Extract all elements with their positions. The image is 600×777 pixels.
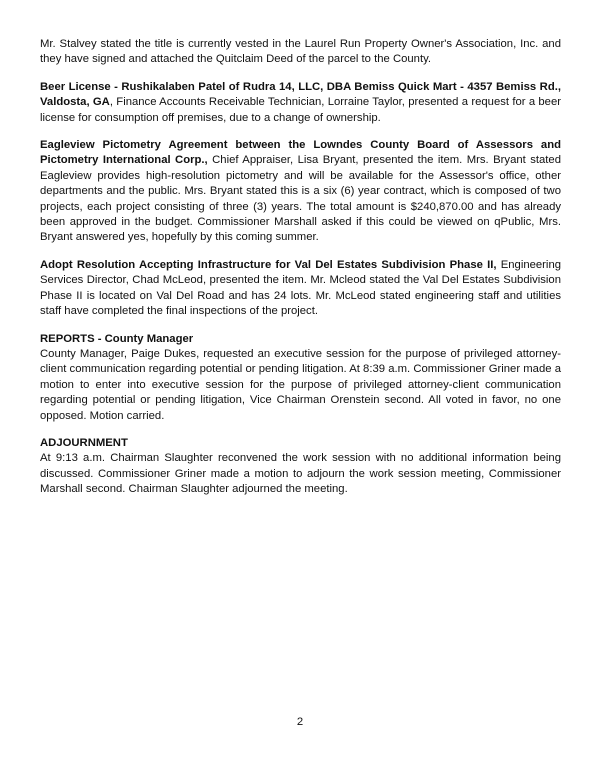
- paragraph-val-del: [40, 258, 561, 320]
- paragraph-beer-license: [40, 80, 561, 126]
- agenda-item-title: Beer License - Rushikalaben Patel of Rudra 14, LLC, DBA Bemiss Quick Mart - 4357 Bemiss Rd., Valdosta, GA: [40, 80, 561, 109]
- paragraph-eagleview: [40, 138, 561, 246]
- paragraph-stalvey-title: [40, 37, 561, 68]
- agenda-item-title: Adopt Resolution Accepting Infrastructure for Val Del Estates Subdivision Phase II,: [40, 258, 497, 271]
- section-adjournment: [40, 436, 561, 498]
- section-heading: REPORTS - County Manager: [40, 332, 194, 345]
- paragraph-text: , Finance Accounts Receivable Technician, Lorraine Taylor, presented a request for a beer license for consumption off premises, due to a change of ownership.: [40, 96, 562, 124]
- paragraph-text: County Manager, Paige Dukes, requested an executive session for the purpose of privileged attorney-client communication regarding potential or pending litigation. At 8:39 a.m. Commissioner Griner made a motion to enter into executive session for the purpose of privileged attorney-client communication regarding potential or pending litigation, Vice Chairman Orenstein second. All voted in favor, no one opposed. Motion carried.: [40, 347, 561, 422]
- agenda-item-title: Eagleview Pictometry Agreement between the Lowndes County Board of Assessors and Pictometry International Corp.,: [40, 139, 561, 167]
- paragraph-text: Chief Appraiser, Lisa Bryant, presented the item. Mrs. Bryant stated Eagleview provides high-resolution pictometry and will be available for the Assessor's office, other departments and the public. Mrs. Bryant stated this is a six (6) year contract, which is composed of two projects, each project consisting of three (3) years. The total amount is $240,870.00 and has already been approved in the budget. Commissioner Marshall asked if this could be viewed on qPublic, Mrs. Bryant answered yes, hopefully by this coming summer.: [40, 154, 561, 244]
- paragraph-text: Mr. Stalvey stated the title is currently vested in the Laurel Run Property Owner's Association, Inc. and they have signed and attached the Quitclaim Deed of the parcel to the County.: [40, 38, 561, 66]
- document-body: [40, 37, 561, 508]
- paragraph-text: At 9:13 a.m. Chairman Slaughter reconvened the work session with no additional information being discussed. Commissioner Griner made a motion to adjourn the work session meeting, Commissioner Marshall second. Chairman Slaughter adjourned the meeting.: [40, 452, 561, 496]
- paragraph-text: Engineering Services Director, Chad McLeod, presented the item. Mr. Mcleod stated the Val Del Estates Subdivision Phase II is located on Val Del Road and has 24 lots. Mr. McLeod stated engineering staff and utilities staff have completed the final inspections of the project.: [40, 258, 562, 318]
- section-reports: [40, 332, 561, 424]
- page-number: 2: [296, 716, 304, 728]
- section-heading: ADJOURNMENT: [40, 436, 128, 449]
